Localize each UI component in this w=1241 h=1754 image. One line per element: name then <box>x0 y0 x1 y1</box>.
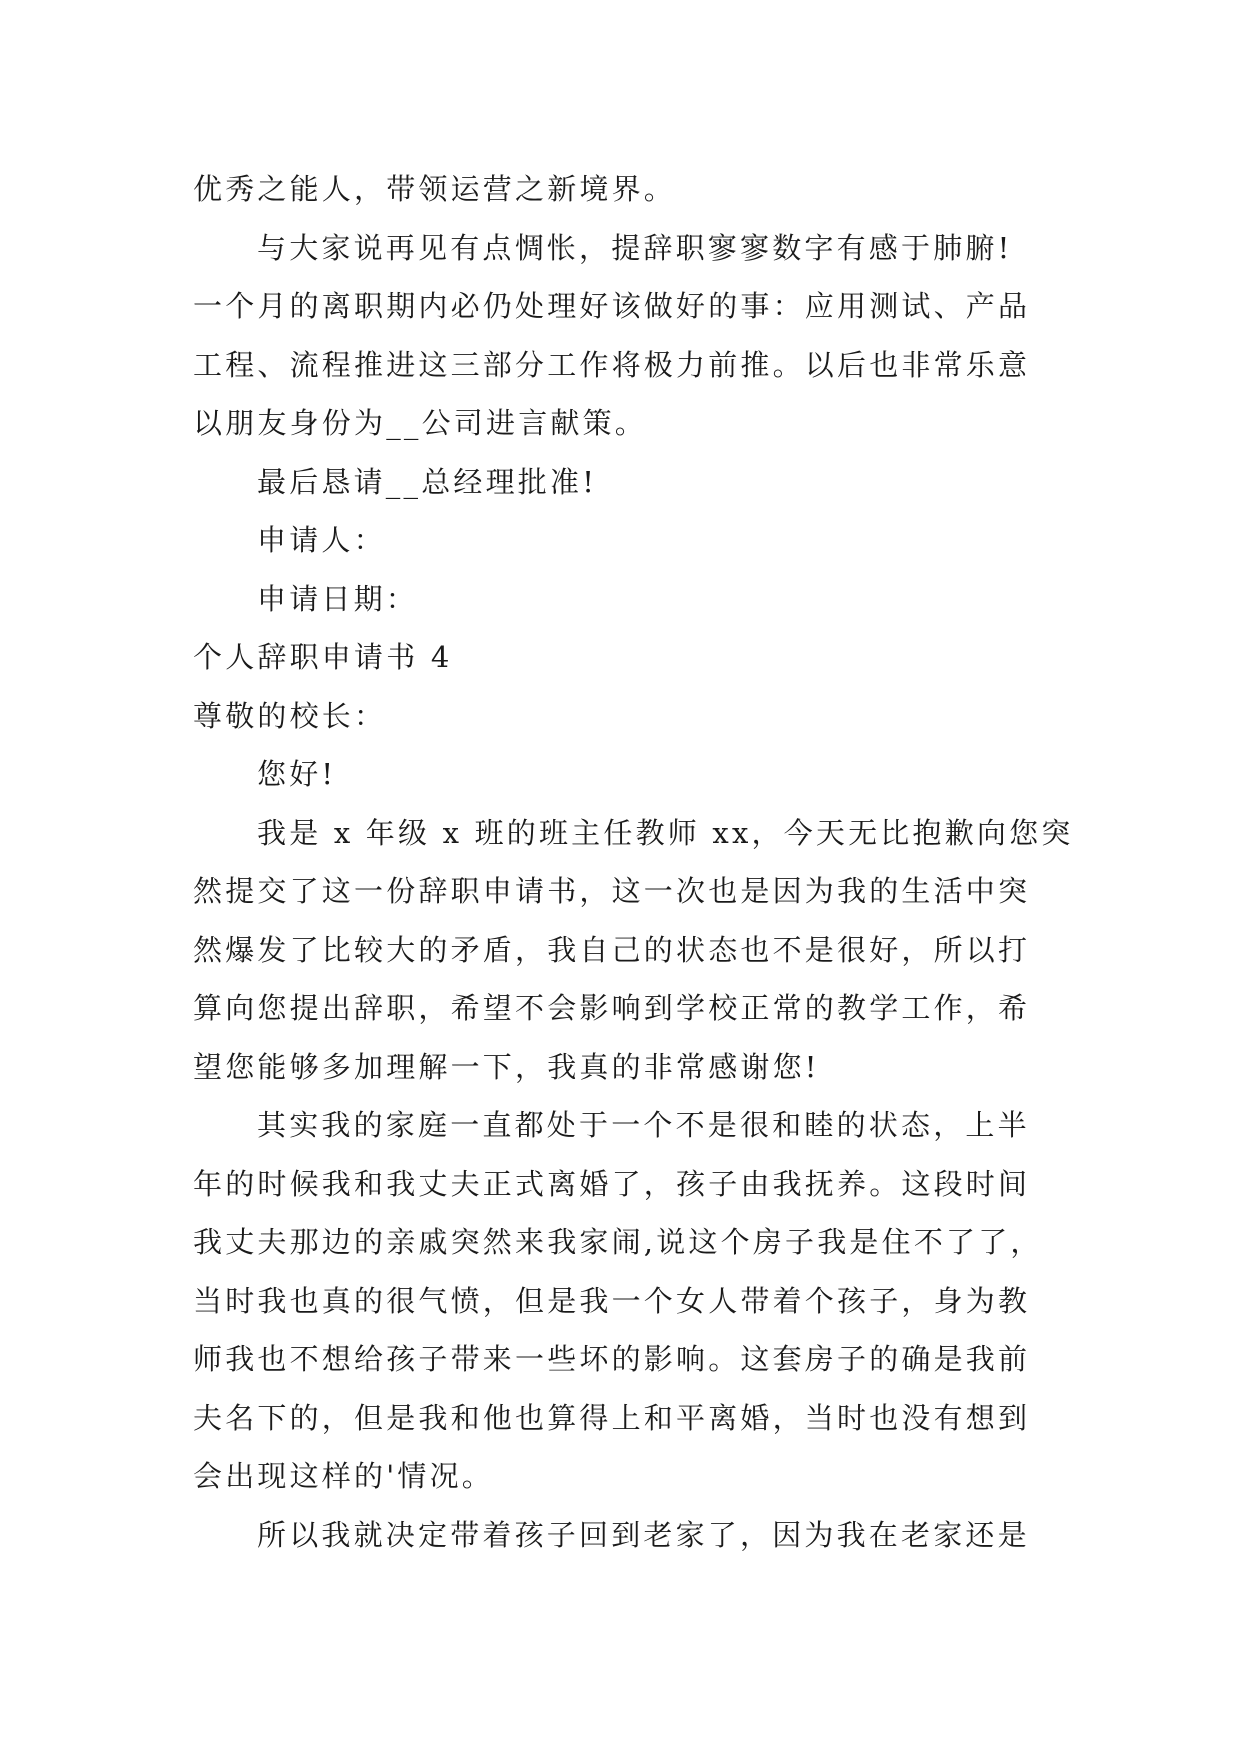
text-line: 师我也不想给孩子带来一些坏的影响。这套房子的确是我前 <box>193 1342 1031 1376</box>
application-date-label: 申请日期： <box>257 581 419 616</box>
text-line: 当时我也真的很气愤，但是我一个女人带着个孩子，身为教 <box>193 1283 1031 1318</box>
greeting: 您好! <box>257 757 337 791</box>
text-line: 然提交了这一份辞职申请书，这一次也是因为我的生活中突 <box>193 874 1031 908</box>
text-line: 一个月的离职期内必仍处理好该做好的事：应用测试、产品 <box>193 289 1031 323</box>
text-line: 最后恳请__总经理批准! <box>257 464 598 499</box>
text-line: 工程、流程推进这三部分工作将极力前推。以后也非常乐意 <box>193 347 1031 382</box>
text-line: 优秀之能人，带领运营之新境界。 <box>193 172 677 206</box>
text-line: 望您能够多加理解一下，我真的非常感谢您! <box>193 1049 820 1084</box>
text-line: 我是 x 年级 x 班的班主任教师 xx，今天无比抱歉向您突 <box>257 815 1074 850</box>
text-line: 我丈夫那边的亲戚突然来我家闹,说这个房子我是住不了了， <box>193 1225 1043 1259</box>
text-line: 所以我就决定带着孩子回到老家了，因为我在老家还是 <box>257 1517 1030 1552</box>
text-line: 夫名下的，但是我和他也算得上和平离婚，当时也没有想到 <box>193 1400 1031 1435</box>
text-line: 会出现这样的'情况。 <box>193 1459 494 1493</box>
applicant-label: 申请人： <box>257 523 386 557</box>
text-line: 然爆发了比较大的矛盾，我自己的状态也不是很好，所以打 <box>193 932 1031 967</box>
text-line: 其实我的家庭一直都处于一个不是很和睦的状态，上半 <box>257 1108 1030 1142</box>
section-heading: 个人辞职申请书 4 <box>193 640 453 674</box>
text-line: 以朋友身份为__公司进言献策。 <box>193 406 648 440</box>
text-line: 年的时候我和我丈夫正式离婚了，孩子由我抚养。这段时间 <box>193 1166 1031 1201</box>
text-line: 算向您提出辞职，希望不会影响到学校正常的教学工作，希 <box>193 991 1031 1025</box>
document-body <box>193 160 1074 1564</box>
salutation: 尊敬的校长： <box>193 698 387 733</box>
text-line: 与大家说再见有点惆怅，提辞职寥寥数字有感于肺腑! <box>257 230 1013 265</box>
